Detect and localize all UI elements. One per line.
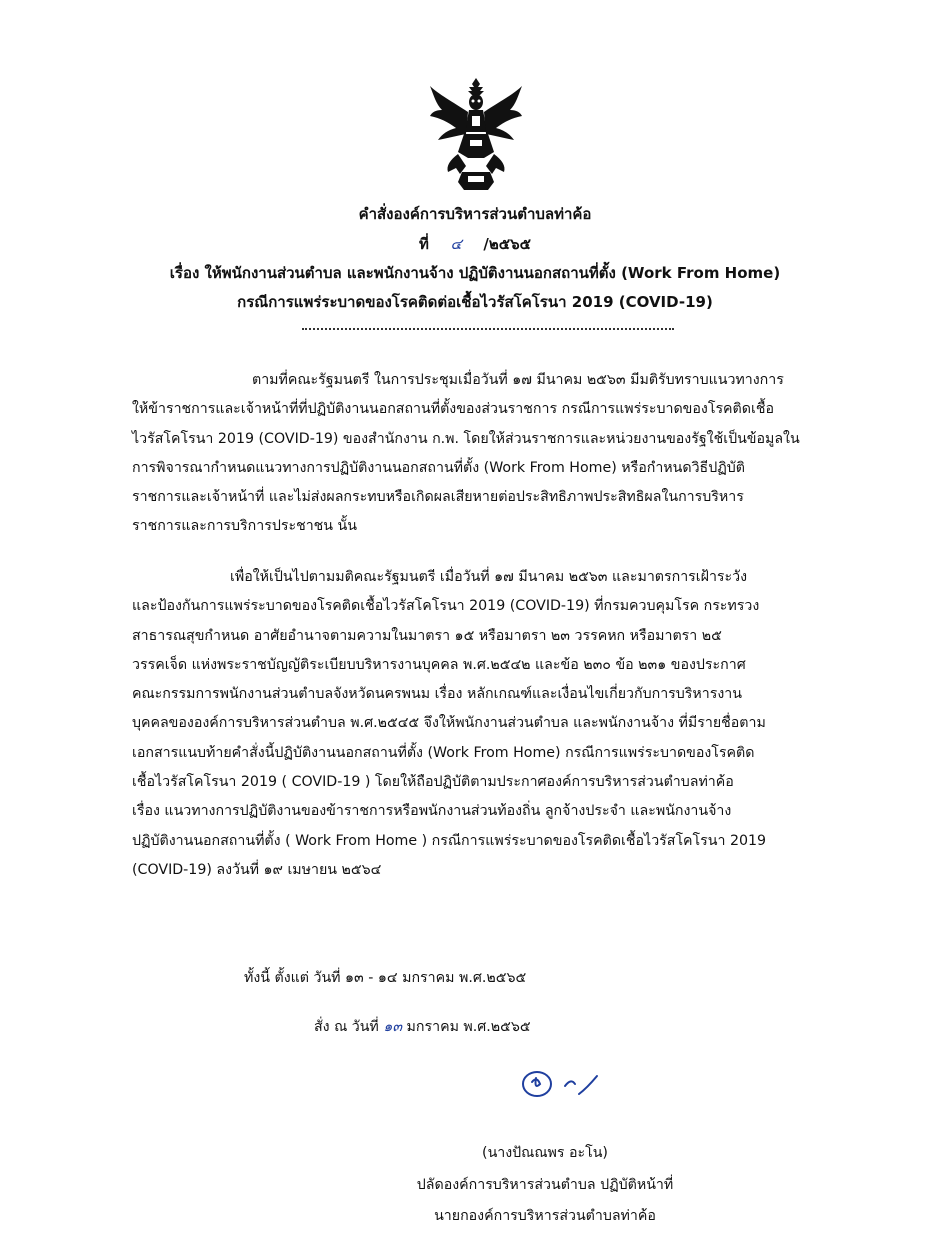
signer-name: (นางปัณณพร อะโน): [482, 1145, 608, 1161]
paragraph-line: ราชการและการบริการประชาชน นั้น: [132, 518, 357, 535]
order-subject-line2: กรณีการแพร่ระบาดของโรคติดต่อเชื้อไวรัสโคโรนา 2019 (COVID-19): [237, 293, 713, 311]
dotted-divider: [302, 328, 674, 330]
paragraph-line: ราชการและเจ้าหน้าที่ และไม่ส่งผลกระทบหรือเกิดผลเสียหายต่อประสิทธิภาพประสิทธิผลในการบริหาร: [132, 489, 744, 506]
paragraph-line: บุคคลขององค์การบริหารส่วนตำบล พ.ศ.๒๕๔๕ จึงให้พนักงานส่วนตำบล และพนักงานจ้าง ที่มีรายชื่อตาม: [132, 715, 766, 732]
paragraph-2: [132, 563, 844, 885]
order-number: [0, 232, 950, 256]
paragraph-line: ปฏิบัติงานนอกสถานที่ตั้ง ( Work From Home ) กรณีการแพร่ระบาดของโรคติดเชื้อไวรัสโคโรนา 2019: [132, 832, 767, 849]
effective-period: ทั้งนี้ ตั้งแต่ วันที่ ๑๓ - ๑๔ มกราคม พ.ศ.๒๕๖๕: [244, 970, 527, 986]
paragraph-line: คณะกรรมการพนักงานส่วนตำบลจังหวัดนครพนม เรื่อง หลักเกณฑ์และเงื่อนไขเกี่ยวกับการบริหารงาน: [132, 686, 742, 703]
order-date-suffix: มกราคม พ.ศ.๒๕๖๕: [406, 1019, 531, 1035]
paragraph-line: เชื้อไวรัสโคโรนา 2019 ( COVID-19 ) โดยให้ถือปฏิบัติตามประกาศองค์การบริหารส่วนตำบลท่าค้อ: [132, 774, 734, 791]
paragraph-line: ให้ข้าราชการและเจ้าหน้าที่ที่ปฏิบัติงานนอกสถานที่ตั้งของส่วนราชการ กรณีการแพร่ระบาดของโรคติดเชื้อ: [132, 401, 774, 418]
order-date-handwritten: ๑๓: [383, 1019, 403, 1035]
paragraph-line: สาธารณสุขกำหนด อาศัยอำนาจตามความในมาตรา ๑๕ หรือมาตรา ๒๓ วรรคหก หรือมาตรา ๒๕: [132, 627, 722, 644]
paragraph-1: [132, 366, 844, 542]
order-number-prefix: ที่: [419, 235, 429, 253]
paragraph-line: เรื่อง แนวทางการปฏิบัติงานของข้าราชการหรือพนักงานส่วนท้องถิ่น ลูกจ้างประจำ และพนักงานจ้าง: [132, 803, 732, 820]
paragraph-line: ไวรัสโคโรนา 2019 (COVID-19) ของสำนักงาน ก.พ. โดยให้ส่วนราชการและหน่วยงานของรัฐใช้เป็นข้อมูลใน: [132, 430, 800, 447]
handwritten-signature: [517, 1064, 617, 1104]
signer-title-1: ปลัดองค์การบริหารส่วนตำบล ปฏิบัติหน้าที่: [416, 1177, 674, 1193]
signer-title-2: นายกองค์การบริหารส่วนตำบลท่าค้อ: [434, 1208, 656, 1224]
paragraph-line: ตามที่คณะรัฐมนตรี ในการประชุมเมื่อวันที่ ๑๗ มีนาคม ๒๕๖๓ มีมติรับทราบแนวทางการ: [252, 372, 784, 388]
paragraph-line: เอกสารแนบท้ายคำสั่งนี้ปฏิบัติงานนอกสถานที่ตั้ง (Work From Home) กรณีการแพร่ระบาดของโรคติด: [132, 744, 755, 761]
paragraph-line: เพื่อให้เป็นไปตามมติคณะรัฐมนตรี เมื่อวันที่ ๑๗ มีนาคม ๒๕๖๓ และมาตรการเฝ้าระวัง: [230, 569, 748, 585]
order-number-suffix: /๒๕๖๕: [483, 235, 531, 253]
paragraph-line: การพิจารณากำหนดแนวทางการปฏิบัติงานนอกสถานที่ตั้ง (Work From Home) หรือกำหนดวิธีปฏิบัติ: [132, 459, 745, 476]
order-number-handwritten: ๔: [450, 235, 462, 253]
paragraph-line: (COVID-19) ลงวันที่ ๑๙ เมษายน ๒๕๖๔: [132, 861, 382, 878]
order-authority: คำสั่งองค์การบริหารส่วนตำบลท่าค้อ: [358, 205, 592, 223]
order-subject-line1: เรื่อง ให้พนักงานส่วนตำบล และพนักงานจ้าง ปฏิบัติงานนอกสถานที่ตั้ง (Work From Home): [169, 264, 781, 282]
garuda-emblem: [428, 72, 524, 196]
order-date-prefix: สั่ง ณ วันที่: [314, 1019, 379, 1035]
order-date: [314, 1013, 794, 1042]
paragraph-line: วรรคเจ็ด แห่งพระราชบัญญัติระเบียบบริหารงานบุคคล พ.ศ.๒๕๔๒ และข้อ ๒๓๐ ข้อ ๒๓๑ ของประกาศ: [132, 656, 746, 673]
paragraph-line: และป้องกันการแพร่ระบาดของโรคติดเชื้อไวรัสโคโรนา 2019 (COVID-19) ที่กรมควบคุมโรค กระทรวง: [132, 598, 760, 615]
